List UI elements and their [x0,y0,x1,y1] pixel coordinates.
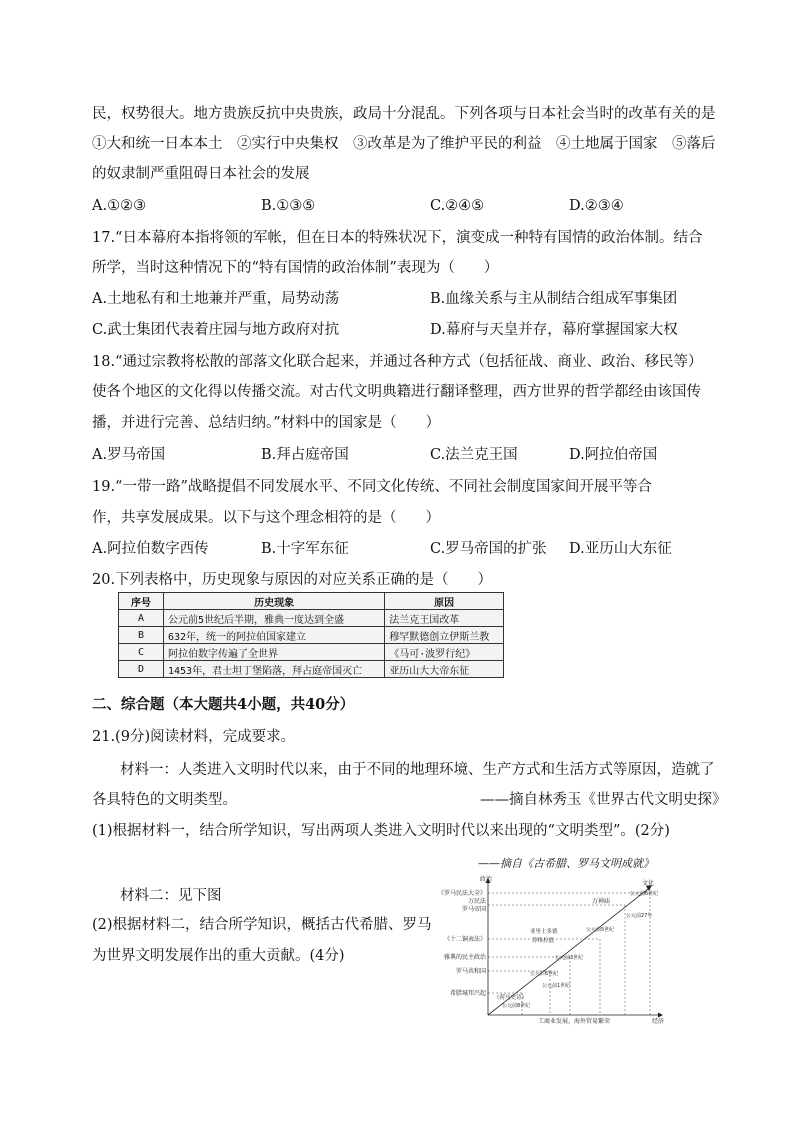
q18-stem-line1: 18.“通过宗教将松散的部落文化联合起来，并通过各种方式（包括征战、商业、政治、移民等） [92,354,703,370]
table-cell: 法兰克王国改革 [385,610,504,627]
q20-stem: 20.下列表格中，历史现象与原因的对应关系正确的是（ ） [92,572,493,588]
table-row [119,610,504,627]
q18-stem-line3: 播，并进行完善、总结归纳。”材料中的国家是（ ） [92,415,441,431]
table-row [119,661,504,678]
q16-items-line2: 的奴隶制严重阻碍日本社会的发展 [92,166,310,182]
q19-option-a: A.阿拉伯数字西传 [92,541,209,557]
q17-option-c: C.武士集团代表着庄园与地方政府对抗 [92,322,340,338]
q16-continuation: 民，权势很大。地方贵族反抗中央贵族，政局十分混乱。下列各项与日本社会当时的改革有关的是 [92,106,716,122]
fig-left-label: 雅典的民主政治 [443,954,486,961]
fig-left-label: 希腊城邦兴起 [449,990,486,997]
q18-option-c: C.法兰克王国 [430,447,518,463]
q21-material1-source: ——摘自林秀玉《世界古代文明史探》 [480,792,727,808]
q17-stem-line2: 所学，当时这种情况下的“特有国情的政治体制”表现为（ ） [92,260,499,276]
economy-caption: 工商业发展，海外贸易繁荣 [538,1018,611,1025]
fig-inner-label: 苏格拉底 [532,938,555,944]
fig-inner-label: 公元前3世纪 [555,955,584,961]
history-table [118,592,504,678]
q21-material2: 材料二：见下图 [120,888,222,904]
table-cell: 《马可·波罗行纪》 [385,644,504,661]
fig-left-label: 罗马共和国 [455,968,486,975]
table-row [119,644,504,661]
fig-inner-label: 公元前27年 [626,913,653,919]
culture-axis-label: 文化 [642,880,655,887]
q16-option-b: B.①③⑤ [261,198,316,214]
q17-stem-line1: 17.“日本幕府本指将领的军帐，但在日本的特殊状况下，演变成一种特有国情的政治体制。结合 [92,230,703,246]
table-cell: C [119,644,164,661]
table-cell: B [119,627,164,644]
table-cell: 公元前5世纪后半期，雅典一度达到全盛 [164,610,385,627]
table-cell: D [119,661,164,678]
table-cell: 穆罕默德创立伊斯兰教 [385,627,504,644]
fig-inner-label: 公元后6世纪 [530,971,559,977]
fig-inner-label: 万神庙 [592,898,611,905]
table-cell: A [119,610,164,627]
q17-option-a: A.土地私有和土地兼并严重，局势动荡 [92,291,340,307]
fig-left-label: 罗马帝国 [461,906,486,913]
q19-stem-line1: 19.“一带一路”战略提倡不同发展水平、不同文化传统、不同社会制度国家间开展平等合 [92,479,652,495]
q21-material1-line2: 各具特色的文明类型。 [92,792,237,808]
table-header-phenomenon: 历史现象 [164,593,385,610]
table-cell: 1453年，君士坦丁堡陷落，拜占庭帝国灭亡 [164,661,385,678]
table-header-index: 序号 [119,593,164,610]
fig-left-label: 《十二铜表法》 [443,936,486,943]
q21-question1: (1)根据材料一，结合所学知识，写出两项人类进入文明时代以来出现的“文明类型”。(2分) [92,823,670,839]
fig-inner-label: 公元前6世纪 [630,891,659,897]
table-header-cause: 原因 [385,593,504,610]
section-heading: 二、综合题（本大题共4小题，共40分） [92,696,355,713]
q18-option-d: D.阿拉伯帝国 [569,447,658,463]
q19-option-d: D.亚历山大东征 [569,541,672,557]
fig-left-label: 万民法 [467,898,486,905]
q16-option-a: A.①②③ [92,198,147,214]
q16-items-line1: ①大和统一日本本土 ②实行中央集权 ③改革是为了维护平民的利益 ④土地属于国家 ⑤落后 [92,136,716,152]
table-cell: 亚历山大大帝东征 [385,661,504,678]
q17-option-b: B.血缘关系与主从制结合组成军事集团 [430,291,678,307]
q21-question2-line1: (2)根据材料二，结合所学知识，概括古代希腊、罗马 [92,917,432,933]
fig-inner-label: 公元前1世纪 [542,983,571,989]
fig-inner-label: 公元前8世纪 [502,1003,531,1009]
q18-stem-line2: 使各个地区的文化得以传播交流。对古代文明典籍进行翻译整理，西方世界的哲学都经由该国传 [92,384,701,400]
figure-source: ——摘自《古希腊、罗马文明成就》 [478,857,654,870]
q17-option-d: D.幕府与天皇并存，幕府掌握国家大权 [430,322,678,338]
q21-material1-line1: 材料一：人类进入文明时代以来，由于不同的地理环境、生产方式和生活方式等原因，造就了 [120,762,715,778]
table-cell: 阿拉伯数字传遍了全世界 [164,644,385,661]
table-cell: 632年，统一的阿拉伯国家建立 [164,627,385,644]
q21-question2-line2: 为世界文明发展作出的重大贡献。(4分) [92,948,345,964]
economy-axis-label: 经济 [652,1018,665,1025]
fig-inner-label: 亚里士多德 [530,929,558,935]
table-row [119,627,504,644]
q19-option-b: B.十字军东征 [261,541,349,557]
fig-inner-label: 公元前5世纪 [586,927,615,933]
q16-option-d: D.②③④ [569,198,624,214]
q16-option-c: C.②④⑤ [430,198,485,214]
economy-axis-arrow [658,1013,663,1018]
table-header-row [119,593,504,610]
politics-axis-label: 政治 [480,876,493,883]
fig-inner-label: 《荷马史诗》 [494,995,528,1001]
q19-stem-line2: 作，共享发展成果。以下与这个理念相符的是（ ） [92,510,440,526]
q18-option-b: B.拜占庭帝国 [261,447,349,463]
q19-option-c: C.罗马帝国的扩张 [430,541,547,557]
q18-option-a: A.罗马帝国 [92,447,166,463]
civilization-diagram [420,875,665,1025]
q21-stem: 21.(9分)阅读材料，完成要求。 [92,729,296,745]
fig-left-label: 《罗马民法大全》 [437,890,486,897]
